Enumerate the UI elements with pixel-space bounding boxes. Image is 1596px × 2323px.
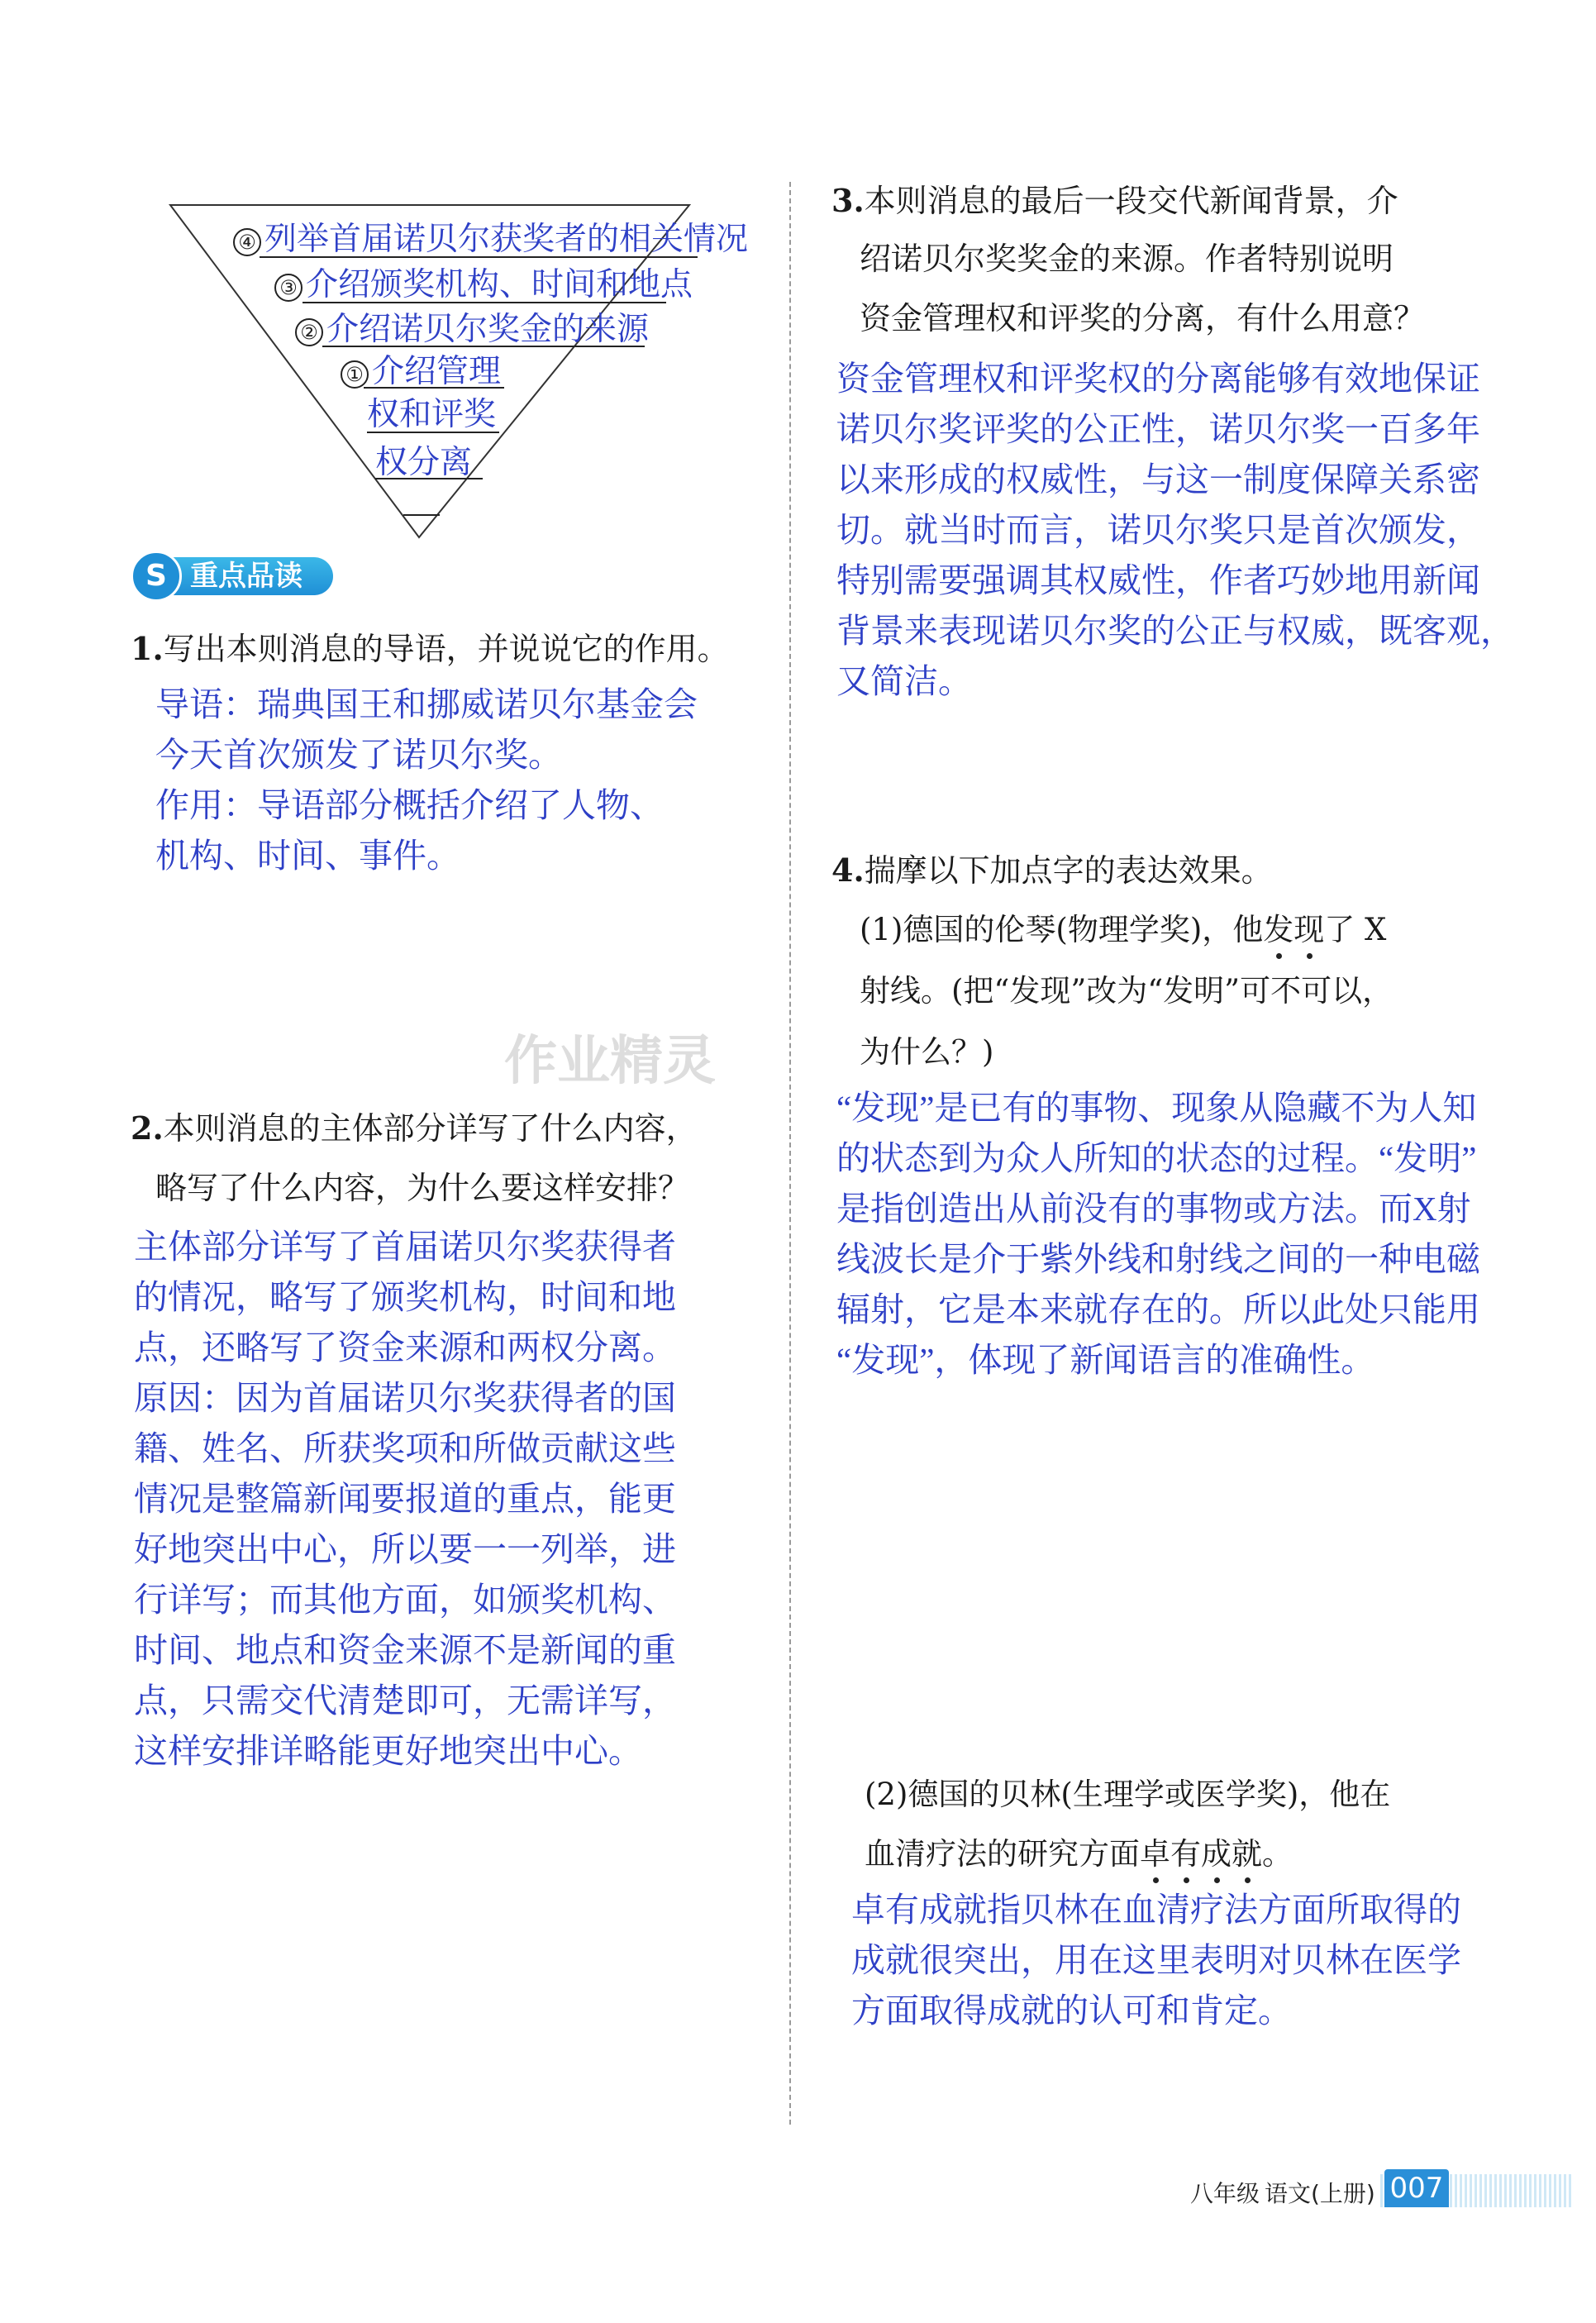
- section-badge: [131, 551, 337, 602]
- answer-line: 原因：因为首届诺贝尔奖获得者的国: [134, 1379, 676, 1417]
- answer-line: 主体部分详写了首届诺贝尔奖获得者: [134, 1228, 676, 1266]
- question-3-line3: 资金管理权和评奖的分离，有什么用意？: [860, 300, 1426, 336]
- item-number: ③: [274, 274, 303, 302]
- pyramid-item-3: [274, 259, 693, 305]
- answer-line: 又简洁。: [836, 662, 972, 700]
- sub-question-1: [860, 909, 1386, 951]
- page-number: 007: [1384, 2169, 1449, 2207]
- answer-line: 行详写；而其他方面，如颁奖机构、: [134, 1581, 676, 1619]
- question-number: 4.: [831, 851, 865, 889]
- question-3-line2: 绍诺贝尔奖奖金的来源。作者特别说明: [860, 241, 1394, 277]
- answer-line: 点，只需交代清楚即可，无需详写，: [134, 1681, 676, 1720]
- question-4: [831, 850, 1273, 891]
- sub-question-2-line2: [865, 1834, 1293, 1875]
- answer-line: “发现”，体现了新闻语言的准确性。: [836, 1341, 1375, 1379]
- answer-line: 导语：瑞典国王和挪威诺贝尔基金会: [155, 685, 698, 723]
- answer-line: 这样安排详略能更好地突出中心。: [134, 1732, 642, 1770]
- dotted-char: 现: [1293, 909, 1324, 951]
- footer-subject: 语文(上册): [1265, 2180, 1375, 2207]
- underline: [375, 478, 483, 479]
- sub-text: (1)德国的伦琴(物理学奖)，他: [860, 912, 1264, 947]
- question-2: [131, 1108, 698, 1149]
- answer-line: 诺贝尔奖评奖的公正性，诺贝尔奖一百多年: [836, 410, 1480, 448]
- pyramid-item-4: [233, 213, 748, 260]
- pyramid-item-2: [295, 303, 649, 350]
- question-text: 揣摩以下加点字的表达效果。: [864, 852, 1273, 889]
- question-1: [131, 628, 729, 670]
- sub-text: 血清疗法的研究方面: [865, 1836, 1140, 1872]
- answer-line: 今天首次颁发了诺贝尔奖。: [155, 736, 562, 774]
- answer-line: 卓有成就指贝林在血清疗法方面所取得的: [851, 1891, 1461, 1929]
- underline: [403, 514, 440, 516]
- dotted-char: 就: [1232, 1834, 1262, 1875]
- answer-4-1: [836, 1083, 1480, 1386]
- pyramid-item-1-cont1: 权和评奖: [367, 397, 497, 432]
- dotted-char: 发: [1263, 909, 1293, 951]
- section-label: 重点品读: [190, 560, 303, 593]
- answer-line: 成就很突出，用在这里表明对贝林在医学: [851, 1941, 1461, 1979]
- item-number: ④: [233, 228, 261, 256]
- pyramid-item-1: [341, 346, 501, 392]
- answer-4-2: [851, 1885, 1461, 2036]
- question-number: 3.: [831, 182, 865, 219]
- answer-line: 籍、姓名、所获奖项和所做贡献这些: [134, 1429, 676, 1467]
- answer-line: 以来形成的权威性，与这一制度保障关系密: [836, 460, 1480, 498]
- answer-line: 切。就当时而言，诺贝尔奖只是首次颁发，: [836, 511, 1480, 549]
- answer-line: 的状态到为众人所知的状态的过程。“发明”: [836, 1139, 1477, 1177]
- item-text: 列举首届诺贝尔获奖者的相关情况: [264, 222, 749, 257]
- question-3: [831, 180, 1398, 222]
- answer-line: 线波长是介于紫外线和射线之间的一种电磁: [836, 1240, 1480, 1278]
- item-text: 介绍诺贝尔奖金的来源: [326, 312, 650, 347]
- answer-line: 点，还略写了资金来源和两权分离。: [134, 1328, 676, 1367]
- s-swirl-icon: S: [131, 551, 182, 602]
- item-text: 介绍管理: [372, 354, 502, 389]
- question-number: 2.: [131, 1109, 164, 1147]
- answer-line: 方面取得成就的认可和肯定。: [851, 1991, 1292, 2030]
- pyramid-item-1-cont2: 权分离: [375, 445, 473, 480]
- answer-line: 特别需要强调其权威性，作者巧妙地用新闻: [836, 561, 1480, 599]
- answer-line: 作用：导语部分概括介绍了人物、: [155, 786, 664, 824]
- dotted-char: 有: [1170, 1834, 1201, 1875]
- item-text: 介绍颁奖机构、时间和地点: [306, 267, 693, 303]
- item-number: ②: [295, 318, 323, 346]
- answer-line: 辐射，它是本来就存在的。所以此处只能用: [836, 1290, 1480, 1328]
- answer-line: “发现”是已有的事物、现象从隐藏不为人知: [836, 1089, 1477, 1127]
- item-number: ①: [341, 360, 369, 389]
- sub-question-2: (2)德国的贝林(生理学或医学奖)，他在: [865, 1777, 1391, 1812]
- column-divider: [789, 182, 791, 2125]
- answer-1: [155, 680, 698, 881]
- answer-line: 好地突出中心，所以要一一列举，进: [134, 1530, 676, 1568]
- footer-grade: 八年级: [1190, 2180, 1260, 2207]
- dotted-char: 卓: [1140, 1834, 1170, 1875]
- sub-question-1-line3: 为什么？): [860, 1034, 994, 1070]
- question-text: 本则消息的主体部分详写了什么内容，: [163, 1110, 698, 1147]
- answer-line: 情况是整篇新闻要报道的重点，能更: [134, 1480, 676, 1518]
- underline: [367, 432, 499, 433]
- question-text: 本则消息的最后一段交代新闻背景，介: [864, 183, 1398, 219]
- answer-line: 时间、地点和资金来源不是新闻的重: [134, 1631, 676, 1669]
- answer-3: [836, 354, 1514, 707]
- sub-text: 。: [1262, 1836, 1293, 1872]
- answer-line: 资金管理权和评奖权的分离能够有效地保证: [836, 360, 1480, 398]
- answer-line: 背景来表现诺贝尔奖的公正与权威，既客观，: [836, 612, 1514, 650]
- underline: [260, 256, 698, 258]
- sub-text: 了 X: [1324, 912, 1387, 947]
- question-2-line2: 略写了什么内容，为什么要这样安排？: [155, 1170, 690, 1206]
- answer-2: [134, 1222, 676, 1777]
- watermark: 作业精灵: [504, 1031, 716, 1092]
- answer-line: 是指创造出从前没有的事物或方法。而X射: [836, 1190, 1471, 1228]
- dotted-char: 成: [1201, 1834, 1232, 1875]
- question-number: 1.: [131, 630, 164, 667]
- answer-line: 机构、时间、事件。: [155, 837, 460, 875]
- answer-line: 的情况，略写了颁奖机构，时间和地: [134, 1278, 676, 1316]
- question-text: 写出本则消息的导语，并说说它的作用。: [163, 631, 729, 667]
- sub-question-1-line2: 射线。(把“发现”改为“发明”可不可以，: [860, 973, 1394, 1009]
